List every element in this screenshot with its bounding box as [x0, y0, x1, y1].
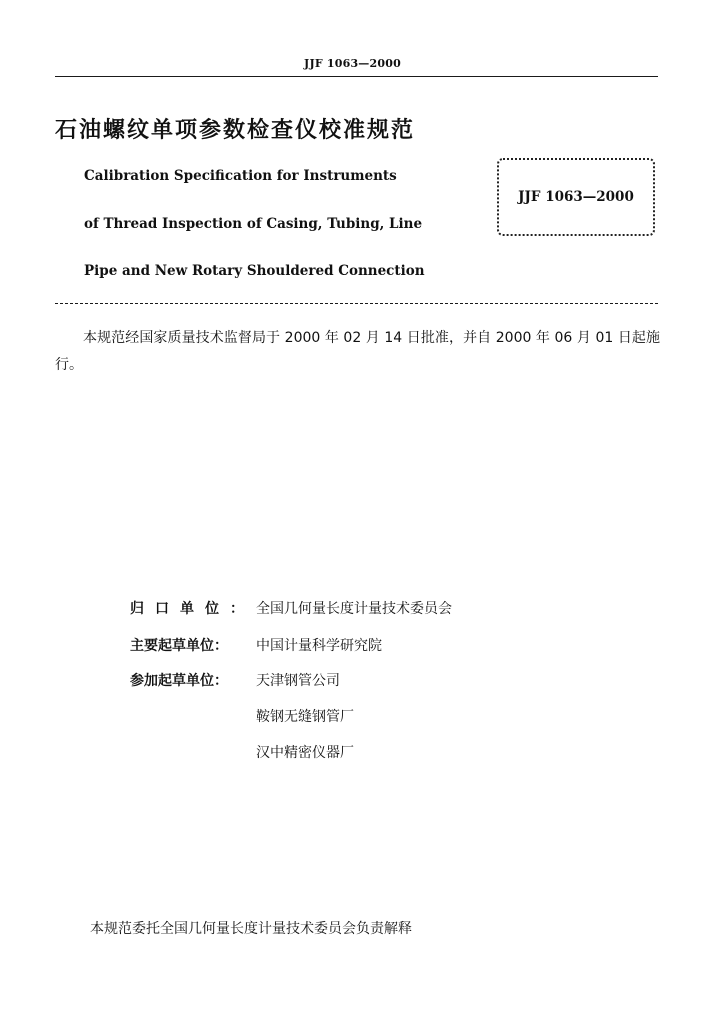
- main-drafting-unit-value: 中国计量科学研究院: [256, 638, 382, 654]
- header-spec-code: JJF 1063—2000: [304, 57, 401, 70]
- participating-units-row: [130, 670, 340, 690]
- responsible-unit-value: 全国几何量长度计量技术委员会: [256, 601, 452, 617]
- participating-unit-1: 天津钢管公司: [256, 673, 340, 689]
- header-rule: [55, 76, 658, 77]
- spec-code-box-text: JJF 1063—2000: [518, 189, 634, 205]
- spec-code-box: [497, 158, 655, 236]
- title-divider: [55, 303, 658, 304]
- participating-unit-2: 鞍钢无缝钢管厂: [256, 709, 354, 725]
- responsible-unit-row: [130, 598, 452, 618]
- participating-unit-3: 汉中精密仪器厂: [256, 745, 354, 761]
- english-title-line-1: Calibration Specification for Instruments: [84, 168, 397, 184]
- english-title-line-2: of Thread Inspection of Casing, Tubing, Line: [84, 216, 423, 232]
- participating-units-label: 参加起草单位：: [130, 673, 228, 689]
- chinese-title: 石油螺纹单项参数检查仪校准规范: [55, 118, 416, 143]
- approval-notice: 本规范经国家质量技术监督局于 2000 年 02 月 14 日批准，并自 2000 年 06 月 01 日起施行。: [55, 330, 660, 373]
- main-drafting-unit-label: 主要起草单位：: [130, 638, 228, 654]
- responsible-unit-label: 归口单位：: [130, 601, 255, 617]
- main-drafting-unit-row: [130, 635, 382, 655]
- english-title-line-3: Pipe and New Rotary Shouldered Connection: [84, 263, 425, 279]
- interpretation-note: 本规范委托全国几何量长度计量技术委员会负责解释: [90, 921, 412, 937]
